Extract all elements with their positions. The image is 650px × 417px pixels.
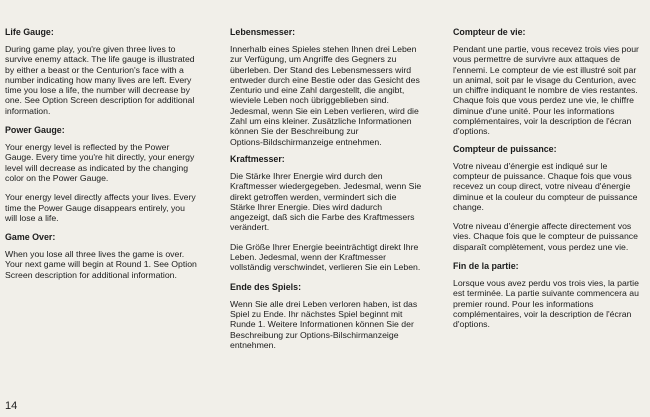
kraftmesser-heading: Kraftmesser: [230, 153, 285, 164]
ende-des-spiels-section [230, 282, 440, 350]
ende-des-spiels-text: Wenn Sie alle drei Leben verloren haben, ist das Spiel zu Ende. Ihr nächstes Spiel beginnt mit Runde 1. Weitere Informationen können Sie der Beschreibung zur Options-Bilschirmanzeige entnehmen. [230, 298, 418, 350]
fin-de-la-partie-text: Lorsque vous avez perdu vos trois vies, la partie est terminée. La partie suivante commencera au premier round. Pour les informations complémentaires, voir la description de l'écran d'options. [453, 278, 639, 330]
german-column [230, 27, 440, 359]
life-gauge-section [5, 27, 217, 116]
game-over-section [5, 232, 217, 280]
life-gauge-heading: Life Gauge: [5, 27, 54, 37]
compteur-de-puissance-text-2: Votre niveau d'énergie affecte directement vos vies. Chaque fois que le compteur de puissance disparaît complètement, vous perdez une vie. [453, 221, 638, 252]
ende-des-spiels-heading: Ende des Spiels: [230, 281, 302, 292]
fin-de-la-partie-section [453, 261, 650, 329]
french-column [453, 27, 650, 339]
power-gauge-text-2: Your energy level directly affects your lives. Every time the Power Gauge disappears entirely, you will lose a life. [5, 192, 196, 223]
lebensmesser-section [230, 27, 440, 147]
english-column [5, 27, 217, 289]
power-gauge-heading: Power Gauge: [5, 125, 65, 136]
kraftmesser-text-2: Die Größe Ihrer Energie beeinträchtigt direkt Ihre Leben. Jedesmal, wenn der Kraftmesser vollständig verschwindet, verlieren Sie ein Leben. [230, 241, 421, 273]
kraftmesser-section [230, 154, 440, 273]
compteur-de-puissance-section [453, 144, 650, 252]
page-number: 14 [5, 400, 18, 412]
compteur-de-vie-section [453, 27, 650, 137]
compteur-de-vie-heading: Compteur de vie: [453, 27, 526, 37]
power-gauge-text-1: Your energy level is reflected by the Power Gauge. Every time you're hit directly, your energy level will decrease as indicated by the changing color on the Power Gauge. [5, 142, 195, 183]
compteur-de-puissance-heading: Compteur de puissance: [453, 143, 557, 154]
power-gauge-section [5, 125, 217, 223]
game-over-heading: Game Over: [5, 232, 56, 243]
kraftmesser-text-1: Die Stärke Ihrer Energie wird durch den Kraftmesser wiedergegeben. Jedesmal, wenn Sie direkt getroffen werden, vermindert sich die Stärke Ihrer Energie. Dies wird dadurch angezeigt, daß sich die Farbe des Kraftmessers verändert. [230, 170, 422, 233]
lebensmesser-text: Innerhalb eines Spieles stehen Ihnen drei Leben zur Verfügung, um Angriffe des Gegners zu überleben. Der Stand des Lebensmessers wird entweder durch eine Bestie oder das Gesicht des Zenturio und eine Zahl dargestellt, die angibt, wieviele Leben noch übriggeblieben sind. Jedesmal, wenn Sie ein Leben verlieren, wird die Zahl um eins kleiner. Zusätzliche Informationen können Sie der Beschreibung zur Options-Bildschirmanzeige entnehmen. [230, 44, 420, 147]
compteur-de-puissance-text-1: Votre niveau d'énergie est indiqué sur le compteur de puissance. Chaque fois que vous recevez un coup direct, votre niveau d'énergie diminue et la couleur du compteur de puissance change. [453, 160, 638, 212]
game-over-text: When you lose all three lives the game is over. Your next game will begin at Round 1. See Option Screen description for additional information. [5, 249, 197, 280]
lebensmesser-heading: Lebensmesser: [230, 27, 296, 37]
fin-de-la-partie-heading: Fin de la partie: [453, 261, 519, 272]
compteur-de-vie-text: Pendant une partie, vous recevez trois vies pour vous permettre de survivre aux attaques de l'ennemi. Le compteur de vie est illustré soit par un animal, soit par le visage du Centurion, avec un chiffre indiquant le nombre de vies restantes. Chaque fois que vous perdez une vie, le chiffre diminue d'une unité. Pour les informations complémentaires, voir la description de l'écran d'options. [453, 44, 639, 137]
life-gauge-text: During game play, you're given three lives to survive enemy attack. The life gauge is illustrated by either a beast or the Centurion's face with a number indicating how many lives are left. Every time you lose a life, the number will decrease by one. See Option Screen description for additional information. [5, 44, 195, 116]
